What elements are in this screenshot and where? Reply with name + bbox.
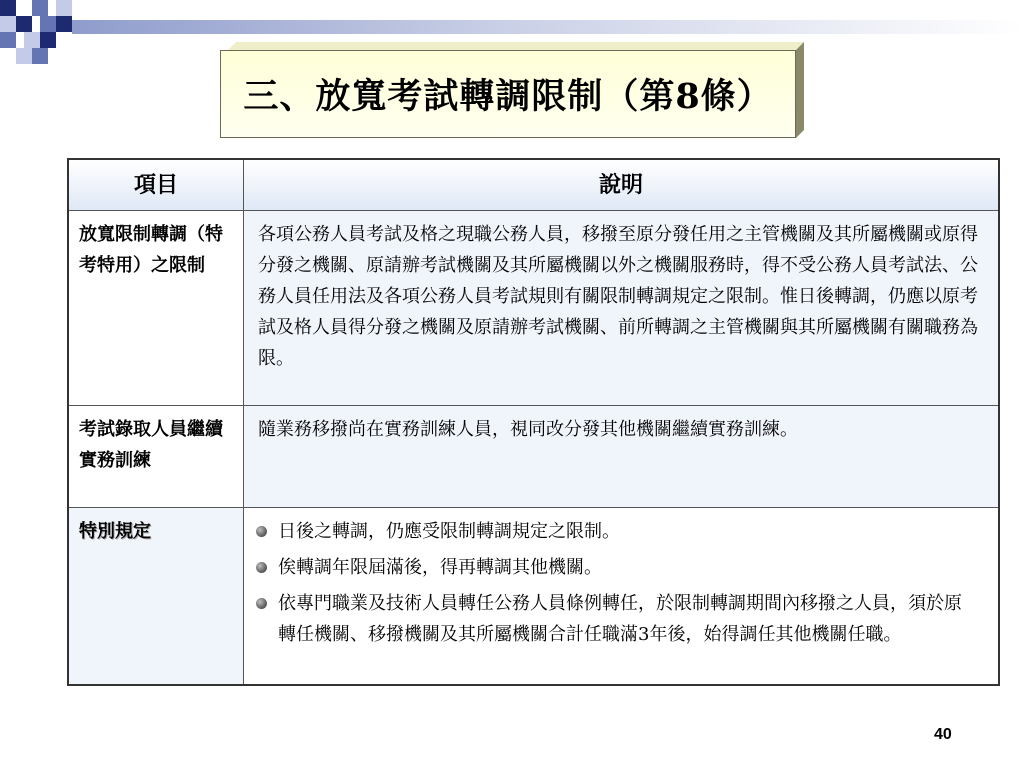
table-row <box>68 406 999 508</box>
top-gradient-bar <box>72 20 1024 34</box>
title-banner <box>220 42 804 138</box>
corner-square <box>56 16 72 32</box>
table-row <box>68 211 999 406</box>
table-header-row <box>68 159 999 211</box>
row-item: 考試錄取人員繼續實務訓練 <box>68 406 244 508</box>
bullet-icon <box>256 598 267 609</box>
list-item-text: 俟轉調年限屆滿後，得再轉調其他機關。 <box>278 557 602 578</box>
bullet-list <box>254 516 978 650</box>
title-banner-top-face <box>228 42 804 50</box>
title-banner-side-face <box>796 42 804 138</box>
list-item <box>254 552 978 583</box>
row-description <box>244 508 1000 685</box>
corner-square <box>40 16 56 32</box>
corner-square <box>32 48 48 64</box>
corner-square <box>16 0 32 16</box>
corner-square <box>0 16 16 32</box>
list-item <box>254 588 978 650</box>
slide-title: 三、放寬考試轉調限制（第8條） <box>220 50 796 138</box>
corner-square <box>16 48 32 64</box>
corner-square <box>32 0 48 16</box>
list-item-text: 日後之轉調，仍應受限制轉調規定之限制。 <box>278 521 620 542</box>
corner-square <box>24 32 40 48</box>
bullet-icon <box>256 526 267 537</box>
row-item: 放寬限制轉調（特考特用）之限制 <box>68 211 244 406</box>
row-description: 各項公務人員考試及格之現職公務人員，移撥至原分發任用之主管機關及其所屬機關或原得分發之機關、原請辦考試機關及其所屬機關以外之機關服務時，得不受公務人員考試法、公務人員任用法及各項公務人員考試規則有關限制轉調規定之限制。惟日後轉調，仍應以原考試及格人員得分發之機關及原請辦考試機關、前所轉調之主管機關與其所屬機關有關職務為限。 <box>244 211 1000 406</box>
corner-square <box>0 32 16 48</box>
corner-square <box>0 0 16 16</box>
corner-square <box>40 32 56 48</box>
list-item-text: 依專門職業及技術人員轉任公務人員條例轉任，於限制轉調期間內移撥之人員，須於原轉任機關、移撥機關及其所屬機關合計任職滿3年後，始得調任其他機關任職。 <box>278 593 962 645</box>
row-description: 隨業務移撥尚在實務訓練人員，視同改分發其他機關繼續實務訓練。 <box>244 406 1000 508</box>
row-item-label: 特別規定 <box>79 521 151 542</box>
row-item <box>68 508 244 685</box>
corner-square <box>16 16 32 32</box>
list-item <box>254 516 978 547</box>
header-description: 說明 <box>244 159 1000 211</box>
page-number: 40 <box>934 726 952 743</box>
corner-square <box>56 0 72 16</box>
regulation-table <box>67 158 1000 686</box>
bullet-icon <box>256 562 267 573</box>
table-row <box>68 508 999 685</box>
header-item: 項目 <box>68 159 244 211</box>
